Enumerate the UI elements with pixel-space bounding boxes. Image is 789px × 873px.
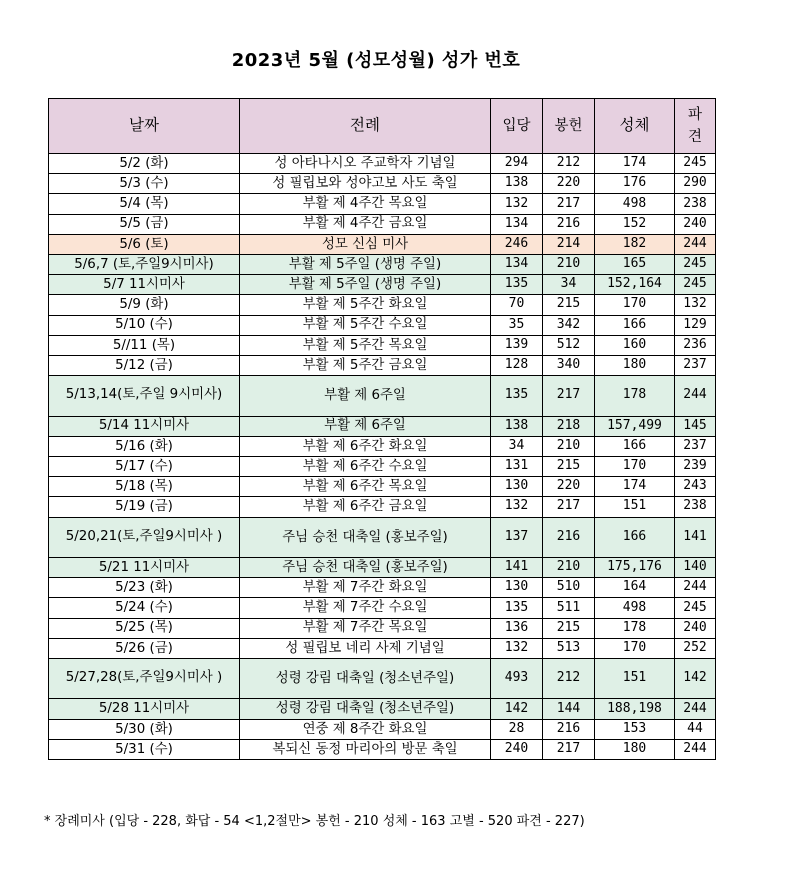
header-offertory: 봉헌: [543, 99, 595, 154]
table-row: [49, 699, 716, 719]
cell-dismissal: 244: [675, 739, 716, 759]
cell-communion: 165: [595, 254, 675, 274]
cell-liturgy: 성 아타나시오 주교학자 기념일: [240, 154, 491, 174]
cell-communion: 175,176: [595, 558, 675, 578]
cell-entrance: 130: [491, 578, 543, 598]
table-row: [49, 436, 716, 456]
cell-communion: 152: [595, 214, 675, 234]
cell-offertory: 340: [543, 355, 595, 375]
cell-entrance: 141: [491, 558, 543, 578]
cell-date: 5/6,7 (토,주일9시미사): [49, 254, 240, 274]
cell-date: 5/20,21(토,주일9시미사 ): [49, 517, 240, 558]
cell-liturgy: 부활 제 4주간 금요일: [240, 214, 491, 234]
cell-communion: 160: [595, 335, 675, 355]
cell-dismissal: 145: [675, 416, 716, 436]
cell-liturgy: 부활 제 7주간 화요일: [240, 578, 491, 598]
cell-entrance: 130: [491, 477, 543, 497]
table-header-row: [49, 99, 716, 154]
cell-date: 5/18 (목): [49, 477, 240, 497]
cell-entrance: 34: [491, 436, 543, 456]
table-row: [49, 638, 716, 658]
cell-liturgy: 성모 신심 미사: [240, 234, 491, 254]
cell-offertory: 210: [543, 558, 595, 578]
header-liturgy: 전례: [240, 99, 491, 154]
table-row: [49, 335, 716, 355]
table-row: [49, 315, 716, 335]
cell-liturgy: 복되신 동정 마리아의 방문 축일: [240, 739, 491, 759]
cell-entrance: 128: [491, 355, 543, 375]
cell-liturgy: 부활 제 5주간 화요일: [240, 295, 491, 315]
cell-dismissal: 243: [675, 477, 716, 497]
cell-date: 5//11 (목): [49, 335, 240, 355]
cell-date: 5/6 (토): [49, 234, 240, 254]
table-row: [49, 517, 716, 558]
table-row: [49, 456, 716, 476]
hymn-number-table: [48, 98, 716, 760]
cell-offertory: 218: [543, 416, 595, 436]
cell-entrance: 134: [491, 254, 543, 274]
cell-offertory: 210: [543, 436, 595, 456]
cell-dismissal: 236: [675, 335, 716, 355]
table-row: [49, 598, 716, 618]
cell-date: 5/2 (화): [49, 154, 240, 174]
table-row: [49, 295, 716, 315]
cell-liturgy: 성 필립보 네리 사제 기념일: [240, 638, 491, 658]
cell-communion: 170: [595, 295, 675, 315]
cell-dismissal: 44: [675, 719, 716, 739]
cell-communion: 170: [595, 638, 675, 658]
cell-communion: 151: [595, 658, 675, 699]
table-row: [49, 174, 716, 194]
cell-dismissal: 252: [675, 638, 716, 658]
cell-offertory: 217: [543, 739, 595, 759]
cell-entrance: 142: [491, 699, 543, 719]
cell-dismissal: 290: [675, 174, 716, 194]
cell-communion: 182: [595, 234, 675, 254]
cell-dismissal: 237: [675, 436, 716, 456]
cell-offertory: 214: [543, 234, 595, 254]
cell-date: 5/23 (화): [49, 578, 240, 598]
cell-date: 5/16 (화): [49, 436, 240, 456]
cell-offertory: 220: [543, 477, 595, 497]
table-row: [49, 416, 716, 436]
cell-dismissal: 129: [675, 315, 716, 335]
cell-dismissal: 237: [675, 355, 716, 375]
cell-offertory: 511: [543, 598, 595, 618]
cell-offertory: 510: [543, 578, 595, 598]
cell-communion: 153: [595, 719, 675, 739]
cell-offertory: 215: [543, 295, 595, 315]
cell-communion: 166: [595, 315, 675, 335]
page-title: 2023년 5월 (성모성월) 성가 번호: [231, 50, 521, 71]
cell-dismissal: 245: [675, 598, 716, 618]
cell-communion: 178: [595, 376, 675, 417]
table-row: [49, 719, 716, 739]
cell-date: 5/31 (수): [49, 739, 240, 759]
cell-entrance: 135: [491, 275, 543, 295]
cell-liturgy: 부활 제 6주간 수요일: [240, 456, 491, 476]
table-row: [49, 254, 716, 274]
cell-date: 5/3 (수): [49, 174, 240, 194]
table-body: [49, 154, 716, 760]
cell-offertory: 215: [543, 456, 595, 476]
table-row: [49, 154, 716, 174]
cell-liturgy: 부활 제 5주일 (생명 주일): [240, 254, 491, 274]
cell-liturgy: 부활 제 6주일: [240, 376, 491, 417]
cell-date: 5/12 (금): [49, 355, 240, 375]
cell-offertory: 34: [543, 275, 595, 295]
cell-communion: 166: [595, 436, 675, 456]
header-dismissal-top: 파: [687, 106, 702, 123]
cell-liturgy: 부활 제 6주간 화요일: [240, 436, 491, 456]
cell-communion: 498: [595, 598, 675, 618]
cell-communion: 176: [595, 174, 675, 194]
cell-date: 5/19 (금): [49, 497, 240, 517]
cell-date: 5/25 (목): [49, 618, 240, 638]
cell-offertory: 217: [543, 376, 595, 417]
cell-liturgy: 부활 제 6주간 금요일: [240, 497, 491, 517]
cell-communion: 164: [595, 578, 675, 598]
table-row: [49, 355, 716, 375]
header-dismissal-bottom: 견: [687, 129, 702, 145]
cell-entrance: 135: [491, 598, 543, 618]
cell-offertory: 512: [543, 335, 595, 355]
cell-liturgy: 주님 승천 대축일 (홍보주일): [240, 517, 491, 558]
cell-communion: 178: [595, 618, 675, 638]
cell-date: 5/14 11시미사: [49, 416, 240, 436]
cell-communion: 174: [595, 154, 675, 174]
cell-offertory: 216: [543, 214, 595, 234]
cell-dismissal: 238: [675, 497, 716, 517]
cell-liturgy: 부활 제 7주간 목요일: [240, 618, 491, 638]
cell-date: 5/7 11시미사: [49, 275, 240, 295]
table-row: [49, 618, 716, 638]
cell-entrance: 137: [491, 517, 543, 558]
table-row: [49, 739, 716, 759]
cell-entrance: 135: [491, 376, 543, 417]
cell-communion: 170: [595, 456, 675, 476]
table-row: [49, 558, 716, 578]
cell-liturgy: 부활 제 5주일 (생명 주일): [240, 275, 491, 295]
cell-dismissal: 244: [675, 578, 716, 598]
table-row: [49, 658, 716, 699]
cell-entrance: 134: [491, 214, 543, 234]
cell-communion: 166: [595, 517, 675, 558]
cell-entrance: 132: [491, 497, 543, 517]
cell-liturgy: 부활 제 5주간 목요일: [240, 335, 491, 355]
cell-date: 5/4 (목): [49, 194, 240, 214]
cell-date: 5/27,28(토,주일9시미사 ): [49, 658, 240, 699]
cell-offertory: 513: [543, 638, 595, 658]
cell-entrance: 246: [491, 234, 543, 254]
cell-dismissal: 240: [675, 618, 716, 638]
header-communion: 성체: [595, 99, 675, 154]
cell-offertory: 210: [543, 254, 595, 274]
cell-liturgy: 부활 제 6주간 목요일: [240, 477, 491, 497]
table-row: [49, 194, 716, 214]
cell-dismissal: 141: [675, 517, 716, 558]
cell-entrance: 493: [491, 658, 543, 699]
table-row: [49, 497, 716, 517]
cell-communion: 157,499: [595, 416, 675, 436]
cell-dismissal: 244: [675, 376, 716, 417]
cell-offertory: 212: [543, 154, 595, 174]
cell-entrance: 138: [491, 416, 543, 436]
table-row: [49, 275, 716, 295]
cell-offertory: 216: [543, 517, 595, 558]
cell-dismissal: 140: [675, 558, 716, 578]
cell-entrance: 139: [491, 335, 543, 355]
cell-offertory: 217: [543, 497, 595, 517]
cell-entrance: 240: [491, 739, 543, 759]
cell-offertory: 342: [543, 315, 595, 335]
cell-liturgy: 부활 제 5주간 수요일: [240, 315, 491, 335]
cell-communion: 188,198: [595, 699, 675, 719]
cell-offertory: 144: [543, 699, 595, 719]
cell-date: 5/28 11시미사: [49, 699, 240, 719]
funeral-mass-note: * 장례미사 (입당 - 228, 화답 - 54 <1,2절만> 봉헌 - 210 성체 - 163 고별 - 520 파견 - 227): [44, 814, 585, 829]
cell-offertory: 216: [543, 719, 595, 739]
cell-offertory: 212: [543, 658, 595, 699]
cell-offertory: 217: [543, 194, 595, 214]
cell-communion: 180: [595, 355, 675, 375]
cell-dismissal: 238: [675, 194, 716, 214]
cell-dismissal: 142: [675, 658, 716, 699]
cell-communion: 151: [595, 497, 675, 517]
cell-date: 5/30 (화): [49, 719, 240, 739]
cell-entrance: 294: [491, 154, 543, 174]
cell-dismissal: 132: [675, 295, 716, 315]
header-entrance: 입당: [491, 99, 543, 154]
cell-liturgy: 부활 제 6주일: [240, 416, 491, 436]
cell-dismissal: 245: [675, 275, 716, 295]
cell-liturgy: 부활 제 7주간 수요일: [240, 598, 491, 618]
cell-entrance: 35: [491, 315, 543, 335]
cell-date: 5/17 (수): [49, 456, 240, 476]
cell-liturgy: 부활 제 4주간 목요일: [240, 194, 491, 214]
cell-liturgy: 성령 강림 대축일 (청소년주일): [240, 658, 491, 699]
table-row: [49, 578, 716, 598]
cell-offertory: 220: [543, 174, 595, 194]
cell-communion: 174: [595, 477, 675, 497]
cell-liturgy: 성령 강림 대축일 (청소년주일): [240, 699, 491, 719]
header-date: 날짜: [49, 99, 240, 154]
cell-communion: 498: [595, 194, 675, 214]
cell-communion: 180: [595, 739, 675, 759]
cell-date: 5/26 (금): [49, 638, 240, 658]
cell-liturgy: 주님 승천 대축일 (홍보주일): [240, 558, 491, 578]
cell-date: 5/5 (금): [49, 214, 240, 234]
cell-liturgy: 연중 제 8주간 화요일: [240, 719, 491, 739]
table-row: [49, 234, 716, 254]
cell-date: 5/24 (수): [49, 598, 240, 618]
cell-entrance: 70: [491, 295, 543, 315]
cell-dismissal: 245: [675, 154, 716, 174]
header-dismissal: [675, 99, 716, 154]
cell-entrance: 138: [491, 174, 543, 194]
cell-entrance: 132: [491, 638, 543, 658]
cell-dismissal: 245: [675, 254, 716, 274]
cell-date: 5/13,14(토,주일 9시미사): [49, 376, 240, 417]
cell-dismissal: 239: [675, 456, 716, 476]
table-row: [49, 214, 716, 234]
cell-dismissal: 244: [675, 699, 716, 719]
cell-liturgy: 성 필립보와 성야고보 사도 축일: [240, 174, 491, 194]
cell-date: 5/10 (수): [49, 315, 240, 335]
cell-entrance: 132: [491, 194, 543, 214]
cell-liturgy: 부활 제 5주간 금요일: [240, 355, 491, 375]
cell-date: 5/9 (화): [49, 295, 240, 315]
cell-communion: 152,164: [595, 275, 675, 295]
cell-entrance: 136: [491, 618, 543, 638]
cell-offertory: 215: [543, 618, 595, 638]
cell-entrance: 131: [491, 456, 543, 476]
cell-dismissal: 244: [675, 234, 716, 254]
cell-date: 5/21 11시미사: [49, 558, 240, 578]
table-row: [49, 477, 716, 497]
cell-entrance: 28: [491, 719, 543, 739]
cell-dismissal: 240: [675, 214, 716, 234]
table-row: [49, 376, 716, 417]
